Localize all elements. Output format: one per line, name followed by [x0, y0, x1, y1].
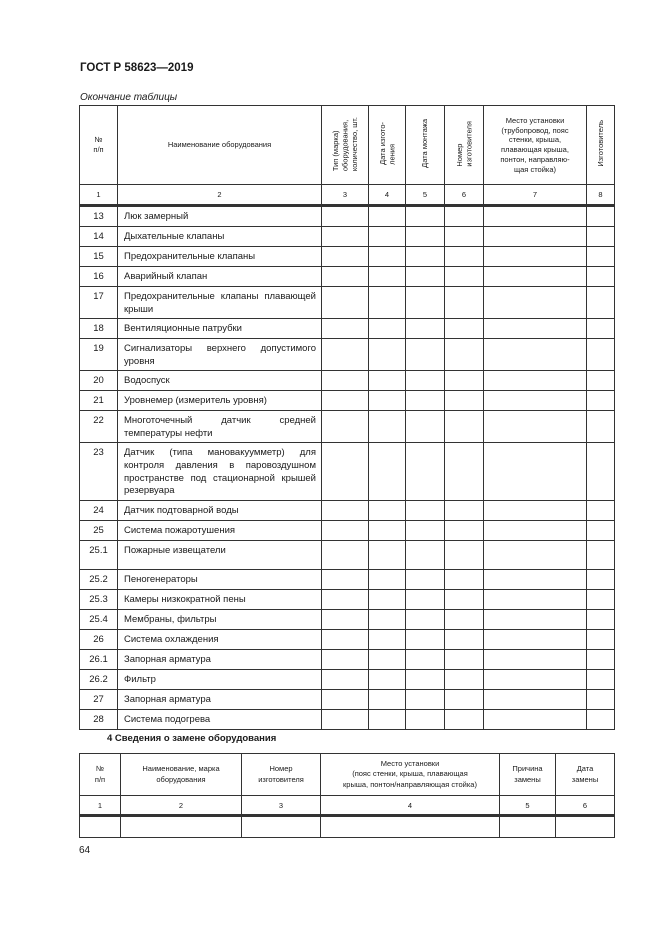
empty-cell	[369, 590, 406, 610]
empty-cell	[369, 670, 406, 690]
empty-cell	[484, 650, 587, 670]
empty-cell	[587, 570, 615, 590]
empty-cell	[322, 443, 369, 501]
empty-cell	[406, 541, 445, 570]
empty-cell	[484, 570, 587, 590]
empty-cell	[484, 630, 587, 650]
replacement-number-row	[80, 796, 615, 816]
section-title: 4 Сведения о замене оборудования	[107, 733, 277, 744]
empty-cell	[445, 371, 484, 391]
empty-cell	[322, 339, 369, 371]
col-header-location: Место установки (трубопровод, пояс стенки, крыша, плавающая крыша, понтон, направляю- щая стойка)	[484, 106, 587, 185]
equipment-name: Вентиляционные патрубки	[118, 319, 322, 339]
page-number: 64	[79, 845, 91, 856]
equipment-name: Аварийный клапан	[118, 267, 322, 287]
empty-cell	[587, 650, 615, 670]
document-code: ГОСТ Р 58623—2019	[80, 62, 194, 74]
col-number: 2	[118, 185, 322, 206]
empty-cell	[406, 443, 445, 501]
equipment-name: Запорная арматура	[118, 690, 322, 710]
col-header-manufacture-date: Дата изгото- ления	[369, 106, 406, 185]
col-header-serial-no: Номер изготовителя	[445, 106, 484, 185]
table-row	[80, 501, 615, 521]
empty-cell	[587, 319, 615, 339]
empty-cell	[406, 339, 445, 371]
empty-cell	[587, 670, 615, 690]
replacement-table	[79, 753, 615, 838]
empty-cell	[369, 690, 406, 710]
table-caption: Окончание таблицы	[80, 92, 178, 103]
empty-cell	[322, 391, 369, 411]
empty-cell	[369, 339, 406, 371]
empty-cell	[587, 541, 615, 570]
table-row	[80, 690, 615, 710]
empty-cell	[322, 247, 369, 267]
empty-cell	[322, 521, 369, 541]
empty-cell	[445, 690, 484, 710]
empty-cell	[484, 339, 587, 371]
equipment-name: Мембраны, фильтры	[118, 610, 322, 630]
col-number: 1	[80, 185, 118, 206]
empty-cell	[322, 287, 369, 319]
equipment-name: Камеры низкократной пены	[118, 590, 322, 610]
empty-cell	[587, 339, 615, 371]
row-number: 14	[80, 227, 118, 247]
empty-cell	[587, 521, 615, 541]
equipment-table-body	[80, 207, 615, 730]
equipment-name: Уровнемер (измеритель уровня)	[118, 391, 322, 411]
empty-cell	[445, 267, 484, 287]
empty-cell	[445, 227, 484, 247]
empty-cell	[484, 443, 587, 501]
row-number: 26.2	[80, 670, 118, 690]
empty-cell	[587, 391, 615, 411]
equipment-name: Система охлаждения	[118, 630, 322, 650]
replacement-header-row	[80, 754, 615, 796]
equipment-name: Фильтр	[118, 670, 322, 690]
empty-cell	[484, 521, 587, 541]
empty-cell	[322, 207, 369, 227]
empty-cell	[406, 650, 445, 670]
empty-cell	[587, 227, 615, 247]
empty-cell	[322, 690, 369, 710]
empty-cell	[587, 630, 615, 650]
empty-cell	[369, 610, 406, 630]
empty-cell	[484, 710, 587, 730]
empty-cell	[484, 287, 587, 319]
empty-cell	[322, 227, 369, 247]
empty-cell	[484, 247, 587, 267]
empty-cell	[484, 227, 587, 247]
row-number: 15	[80, 247, 118, 267]
empty-cell	[587, 287, 615, 319]
empty-cell	[445, 443, 484, 501]
empty-cell	[587, 443, 615, 501]
row-number: 13	[80, 207, 118, 227]
empty-cell	[484, 319, 587, 339]
empty-cell	[322, 371, 369, 391]
empty-cell	[369, 521, 406, 541]
empty-cell	[445, 670, 484, 690]
row-number: 27	[80, 690, 118, 710]
table-row	[80, 319, 615, 339]
col-number: 4	[321, 796, 500, 816]
empty-cell	[587, 610, 615, 630]
row-number: 25.4	[80, 610, 118, 630]
empty-cell	[445, 630, 484, 650]
col-header-manufacturer: Изготовитель	[587, 106, 615, 185]
equipment-table	[79, 105, 615, 730]
row-number: 26	[80, 630, 118, 650]
row-number: 19	[80, 339, 118, 371]
empty-cell	[406, 267, 445, 287]
row-number: 25	[80, 521, 118, 541]
table-row	[80, 630, 615, 650]
empty-cell	[322, 319, 369, 339]
empty-cell	[484, 541, 587, 570]
empty-cell	[406, 690, 445, 710]
row-number: 16	[80, 267, 118, 287]
empty-cell	[322, 501, 369, 521]
col-header-type: Тип (марка) оборудования, количество, шт.	[322, 106, 369, 185]
equipment-name: Пожарные извещатели	[118, 541, 322, 570]
empty-cell	[445, 541, 484, 570]
row-number: 23	[80, 443, 118, 501]
empty-cell	[406, 319, 445, 339]
table-row	[80, 207, 615, 227]
empty-cell	[445, 710, 484, 730]
empty-cell	[484, 207, 587, 227]
empty-cell	[445, 501, 484, 521]
col-number: 6	[556, 796, 615, 816]
empty-cell	[406, 570, 445, 590]
table-row	[80, 650, 615, 670]
empty-cell	[369, 391, 406, 411]
equipment-name: Многоточечный датчик средней температуры нефти	[118, 411, 322, 443]
table-row	[80, 371, 615, 391]
empty-cell	[369, 630, 406, 650]
row-number: 18	[80, 319, 118, 339]
empty-cell	[484, 371, 587, 391]
row-number: 22	[80, 411, 118, 443]
empty-row	[80, 817, 615, 838]
col-number: 5	[500, 796, 556, 816]
table-row	[80, 287, 615, 319]
col-header-name: Наименование оборудования	[118, 106, 322, 185]
col-header-no: № п/п	[80, 106, 118, 185]
table-row	[80, 227, 615, 247]
table-row	[80, 541, 615, 570]
empty-cell	[445, 247, 484, 267]
table-row	[80, 339, 615, 371]
empty-cell	[369, 541, 406, 570]
empty-cell	[322, 590, 369, 610]
empty-cell	[484, 501, 587, 521]
row-number: 25.1	[80, 541, 118, 570]
col-header-date: Дата замены	[556, 754, 615, 796]
empty-cell	[406, 521, 445, 541]
empty-cell	[445, 391, 484, 411]
empty-cell	[322, 710, 369, 730]
empty-cell	[369, 227, 406, 247]
empty-cell	[322, 610, 369, 630]
table-row	[80, 521, 615, 541]
empty-cell	[445, 339, 484, 371]
empty-cell	[587, 690, 615, 710]
empty-cell	[484, 411, 587, 443]
empty-cell	[587, 207, 615, 227]
empty-cell	[369, 650, 406, 670]
empty-cell	[587, 267, 615, 287]
row-number: 28	[80, 710, 118, 730]
col-header-name-brand: Наименование, марка оборудования	[121, 754, 242, 796]
empty-cell	[406, 247, 445, 267]
empty-cell	[406, 710, 445, 730]
empty-cell	[369, 443, 406, 501]
empty-cell	[484, 690, 587, 710]
empty-cell	[406, 391, 445, 411]
empty-cell	[445, 570, 484, 590]
empty-cell	[484, 590, 587, 610]
empty-cell	[445, 650, 484, 670]
empty-cell	[445, 521, 484, 541]
empty-cell	[445, 590, 484, 610]
empty-cell	[322, 541, 369, 570]
table-row	[80, 391, 615, 411]
empty-cell	[322, 570, 369, 590]
empty-cell	[406, 590, 445, 610]
empty-cell	[322, 267, 369, 287]
equipment-name: Водоспуск	[118, 371, 322, 391]
col-header-location: Место установки (пояс стенки, крыша, плавающая крыша, понтон/направляющая стойка)	[321, 754, 500, 796]
equipment-name: Люк замерный	[118, 207, 322, 227]
col-number: 7	[484, 185, 587, 206]
table-row	[80, 590, 615, 610]
empty-cell	[369, 371, 406, 391]
empty-cell	[322, 670, 369, 690]
empty-cell	[445, 610, 484, 630]
empty-cell	[369, 570, 406, 590]
row-number: 25.2	[80, 570, 118, 590]
col-header-no: № п/п	[80, 754, 121, 796]
empty-cell	[369, 287, 406, 319]
column-number-row	[80, 185, 615, 206]
empty-cell	[445, 319, 484, 339]
row-number: 24	[80, 501, 118, 521]
col-number: 1	[80, 796, 121, 816]
row-number: 21	[80, 391, 118, 411]
empty-cell	[484, 670, 587, 690]
empty-cell	[406, 411, 445, 443]
table-row	[80, 670, 615, 690]
empty-cell	[587, 247, 615, 267]
row-number: 26.1	[80, 650, 118, 670]
row-number: 25.3	[80, 590, 118, 610]
row-number: 20	[80, 371, 118, 391]
col-number: 3	[242, 796, 321, 816]
empty-cell	[406, 371, 445, 391]
empty-cell	[484, 391, 587, 411]
table-row	[80, 247, 615, 267]
empty-cell	[445, 287, 484, 319]
table-row	[80, 710, 615, 730]
equipment-name: Система пожаротушения	[118, 521, 322, 541]
empty-cell	[369, 319, 406, 339]
table-row	[80, 411, 615, 443]
col-number: 5	[406, 185, 445, 206]
empty-cell	[369, 501, 406, 521]
equipment-name: Предохранительные клапаны	[118, 247, 322, 267]
empty-cell	[369, 710, 406, 730]
equipment-name: Сигнализаторы верхнего допустимого уровня	[118, 339, 322, 371]
empty-cell	[406, 287, 445, 319]
empty-cell	[322, 411, 369, 443]
empty-cell	[322, 650, 369, 670]
empty-cell	[406, 610, 445, 630]
empty-cell	[587, 710, 615, 730]
col-number: 4	[369, 185, 406, 206]
empty-cell	[445, 411, 484, 443]
empty-cell	[406, 207, 445, 227]
table-row	[80, 610, 615, 630]
empty-cell	[484, 267, 587, 287]
empty-cell	[587, 501, 615, 521]
empty-cell	[587, 371, 615, 391]
col-header-reason: Причина замены	[500, 754, 556, 796]
empty-cell	[369, 411, 406, 443]
col-number: 8	[587, 185, 615, 206]
col-header-install-date: Дата монтажа	[406, 106, 445, 185]
col-number: 2	[121, 796, 242, 816]
equipment-name: Система подогрева	[118, 710, 322, 730]
empty-cell	[587, 590, 615, 610]
empty-cell	[369, 267, 406, 287]
empty-cell	[484, 610, 587, 630]
equipment-name: Датчик (типа мановакуумметр) для контроля давления в паровоздушном пространстве под стационарной крышей резервуара	[118, 443, 322, 501]
empty-cell	[406, 501, 445, 521]
table-row	[80, 443, 615, 501]
equipment-name: Датчик подтоварной воды	[118, 501, 322, 521]
col-number: 3	[322, 185, 369, 206]
empty-cell	[406, 630, 445, 650]
row-number: 17	[80, 287, 118, 319]
empty-cell	[369, 207, 406, 227]
empty-cell	[406, 227, 445, 247]
empty-cell	[406, 670, 445, 690]
empty-cell	[445, 207, 484, 227]
col-number: 6	[445, 185, 484, 206]
equipment-name: Запорная арматура	[118, 650, 322, 670]
table-row	[80, 570, 615, 590]
equipment-name: Пеногенераторы	[118, 570, 322, 590]
equipment-name: Предохранительные клапаны плавающей крыши	[118, 287, 322, 319]
equipment-name: Дыхательные клапаны	[118, 227, 322, 247]
col-header-serial-no: Номер изготовителя	[242, 754, 321, 796]
empty-cell	[322, 630, 369, 650]
table-row	[80, 267, 615, 287]
empty-cell	[369, 247, 406, 267]
table-header-row	[80, 106, 615, 185]
empty-cell	[587, 411, 615, 443]
